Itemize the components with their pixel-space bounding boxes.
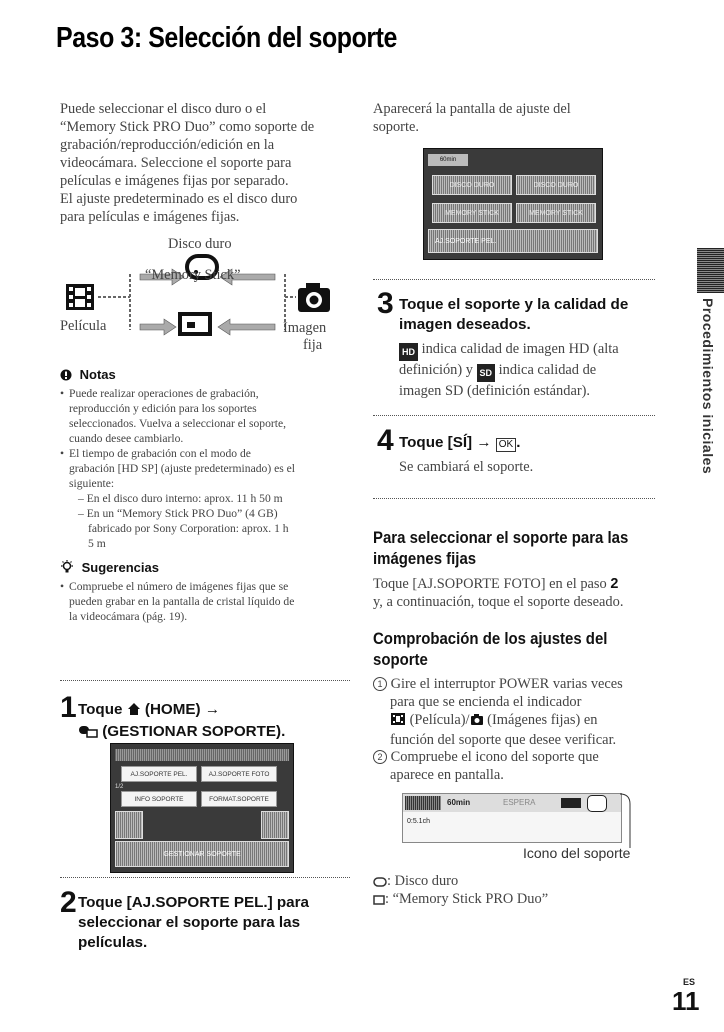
- page-indicator: 1/2: [115, 784, 124, 790]
- movie-label: Película: [60, 318, 107, 334]
- step3-number: 3: [377, 287, 394, 320]
- step4-text-end: .: [516, 434, 521, 451]
- step3-body: [399, 340, 669, 400]
- note-line: • El tiempo de grabación con el modo de: [69, 447, 251, 460]
- arrow: →: [204, 701, 221, 718]
- memory-stick-label: “Memory Stick”: [145, 267, 241, 283]
- lcd-screen-media-setting: [423, 148, 603, 260]
- divider: [373, 415, 655, 416]
- memory-stick-hd-button[interactable]: MEMORY STICK: [432, 203, 512, 223]
- photos-heading-line: Para seleccionar el soporte para las: [373, 528, 629, 547]
- format-soporte-button[interactable]: FORMAT.SOPORTE: [201, 791, 277, 807]
- intro-line: para películas e imágenes fijas.: [60, 209, 240, 225]
- camera-icon: [298, 283, 330, 312]
- legend-text: : “Memory Stick PRO Duo”: [385, 891, 549, 907]
- film-icon: [390, 712, 406, 731]
- check-text: (Película)/: [409, 712, 470, 728]
- legend-memory-stick: [373, 890, 548, 910]
- photos-body-step: 2: [610, 576, 619, 592]
- check-text: aparece en pantalla.: [390, 767, 504, 783]
- note-line: – En un “Memory Stick PRO Duo” (4 GB): [78, 507, 278, 520]
- hdd-hd-button[interactable]: DISCO DURO: [432, 175, 512, 195]
- remaining-time: 60min: [428, 154, 468, 166]
- photos-body-text: y, a continuación, toque el soporte deseado.: [373, 594, 624, 610]
- info-soporte-button[interactable]: INFO SOPORTE: [121, 791, 197, 807]
- step3-body-text: definición) y: [399, 362, 473, 378]
- note-line: 5 m: [88, 537, 106, 550]
- lcd-screen-standby: [402, 793, 622, 843]
- photos-body: [373, 575, 673, 611]
- step3-line: Toque el soporte y la calidad de: [399, 296, 629, 313]
- lcd-screen-home: [110, 743, 294, 873]
- step3-line: imagen deseados.: [399, 316, 531, 333]
- tip-line: la videocámara (pág. 19).: [69, 610, 188, 623]
- memory-stick-sd-button[interactable]: MEMORY STICK: [516, 203, 596, 223]
- ok-button-icon: OK: [496, 438, 516, 452]
- photos-heading: [373, 527, 663, 569]
- step1-text-c: (GESTIONAR SOPORTE).: [102, 723, 286, 740]
- notes-heading: [60, 367, 350, 384]
- check-text: función del soporte que desee verificar.: [390, 732, 617, 748]
- page-title: Paso 3: Selección del soporte: [56, 22, 397, 54]
- step3-body-text: indica calidad de imagen HD (alta: [421, 341, 619, 357]
- memory-stick-icon: [180, 314, 210, 334]
- check-text: (Imágenes fijas) en: [487, 712, 598, 728]
- manage-media-icon: [78, 724, 98, 744]
- right-intro: [373, 100, 663, 136]
- check-text: para que se encienda el indicador: [390, 694, 582, 710]
- section-label: Procedimientos iniciales: [700, 298, 716, 475]
- tips-section: [60, 560, 350, 624]
- step1-text-b: (HOME): [144, 701, 201, 718]
- note-line: fabricado por Sony Corporation: aprox. 1 h: [88, 522, 289, 535]
- divider: [60, 680, 350, 681]
- memory-stick-icon: [373, 892, 385, 910]
- step2-number: 2: [60, 886, 77, 919]
- note-line: • Puede realizar operaciones de grabación,: [69, 387, 259, 400]
- tip-line: • Compruebe el número de imágenes fijas que se: [69, 580, 289, 593]
- step1-text: [78, 700, 358, 744]
- photos-heading-line: imágenes fijas: [373, 549, 477, 568]
- hdd-label: Disco duro: [168, 236, 232, 252]
- check-text: Gire el interruptor POWER varias veces: [390, 676, 623, 692]
- step3-body-text: indica calidad de: [498, 362, 597, 378]
- scroll-up-button[interactable]: [115, 811, 143, 839]
- page-number: 11: [672, 986, 700, 1016]
- step-circle: 1: [373, 677, 387, 691]
- step2-line: Toque [AJ.SOPORTE PEL.] para: [78, 894, 309, 911]
- note-item: [60, 446, 350, 491]
- quality-icon: [561, 798, 581, 808]
- photo-label: Imagen: [283, 320, 327, 336]
- camera-icon: [470, 713, 484, 731]
- note-line: seleccionados. Vuelva a seleccionar el soporte,: [69, 417, 287, 430]
- standby-status: ESPERA: [503, 798, 536, 807]
- tip-item: [60, 579, 350, 624]
- divider: [373, 498, 655, 499]
- remaining-time: 60min: [447, 798, 471, 807]
- step4-text: [399, 433, 669, 453]
- media-icon-caption: Icono del soporte: [523, 845, 631, 861]
- arrow: →: [476, 434, 492, 451]
- intro-line: Puede seleccionar el disco duro o el: [60, 101, 267, 117]
- legend-hdd: [373, 872, 458, 892]
- intro-line: “Memory Stick PRO Duo” como soporte de: [60, 119, 315, 135]
- step-circle: 2: [373, 750, 387, 764]
- check-item-2: [373, 748, 673, 784]
- check-heading-line: Comprobación de los ajustes del: [373, 629, 608, 648]
- step4-body: Se cambiará el soporte.: [399, 459, 534, 475]
- intro-line: videocámara. Seleccione el soporte para: [60, 155, 292, 171]
- screen-footer: GESTIONAR SOPORTE: [115, 841, 289, 867]
- right-intro-line: Aparecerá la pantalla de ajuste del: [373, 101, 571, 117]
- divider: [60, 877, 350, 878]
- tips-heading-text: Sugerencias: [81, 560, 159, 575]
- note-line: reproducción y edición para los soportes: [69, 402, 257, 415]
- intro-line: películas e imágenes fijas por separado.: [60, 173, 289, 189]
- screen-footer: AJ.SOPORTE PEL.: [428, 229, 598, 253]
- language-code: ES: [683, 977, 696, 987]
- step2-line: películas.: [78, 934, 148, 951]
- note-item: [60, 386, 350, 446]
- intro-line: El ajuste predeterminado es el disco duro: [60, 191, 298, 207]
- sd-quality-icon: SD: [477, 364, 496, 382]
- note-subitem: [60, 506, 350, 551]
- notes-heading-text: Notas: [79, 367, 116, 382]
- scroll-down-button[interactable]: [261, 811, 289, 839]
- step1-text-a: Toque: [78, 701, 123, 718]
- check-heading-line: soporte: [373, 650, 428, 669]
- tips-heading: [60, 560, 350, 577]
- check-heading: [373, 628, 663, 670]
- step3-body-text: imagen SD (definición estándar).: [399, 383, 591, 399]
- hd-quality-icon: HD: [399, 343, 418, 361]
- intro-text: [60, 100, 360, 226]
- notes-section: [60, 367, 350, 551]
- check-text: Compruebe el icono del soporte que: [390, 749, 599, 765]
- right-intro-line: soporte.: [373, 119, 419, 135]
- callout-line: [600, 790, 640, 850]
- divider: [373, 279, 655, 280]
- note-line: siguiente:: [69, 477, 115, 490]
- tip-line: pueden grabar en la pantalla de cristal líquido de: [69, 595, 295, 608]
- step2-line: seleccionar el soporte para las: [78, 914, 301, 931]
- counter: 0:5.1ch: [407, 818, 430, 825]
- check-item-1: [373, 675, 673, 749]
- note-line: cuando desee cambiarlo.: [69, 432, 184, 445]
- step2-text: [78, 893, 358, 953]
- film-icon: [66, 284, 94, 310]
- note-line: – En el disco duro interno: aprox. 11 h 50 m: [78, 492, 283, 505]
- section-tab: [697, 248, 724, 293]
- photo-label: fija: [303, 337, 323, 353]
- step3-text: [399, 295, 669, 335]
- hdd-sd-button[interactable]: DISCO DURO: [516, 175, 596, 195]
- aj-soporte-foto-button[interactable]: AJ.SOPORTE FOTO: [201, 766, 277, 782]
- step4-number: 4: [377, 424, 394, 457]
- step1-number: 1: [60, 691, 77, 724]
- step4-text-a: Toque [SÍ]: [399, 434, 473, 451]
- menu-button[interactable]: [405, 796, 441, 810]
- aj-soporte-pel-button[interactable]: AJ.SOPORTE PEL.: [121, 766, 197, 782]
- warning-icon: [60, 369, 72, 384]
- screen-top-bar: [115, 749, 289, 761]
- lightbulb-icon: [60, 560, 74, 577]
- photos-body-text: Toque [AJ.SOPORTE FOTO] en el paso: [373, 576, 607, 592]
- home-icon: [127, 702, 141, 722]
- note-subitem: [60, 491, 350, 506]
- note-line: grabación [HD SP] (ajuste predeterminado) es el: [69, 462, 295, 475]
- intro-line: grabación/reproducción/edición en la: [60, 137, 275, 153]
- legend-text: : Disco duro: [387, 873, 459, 889]
